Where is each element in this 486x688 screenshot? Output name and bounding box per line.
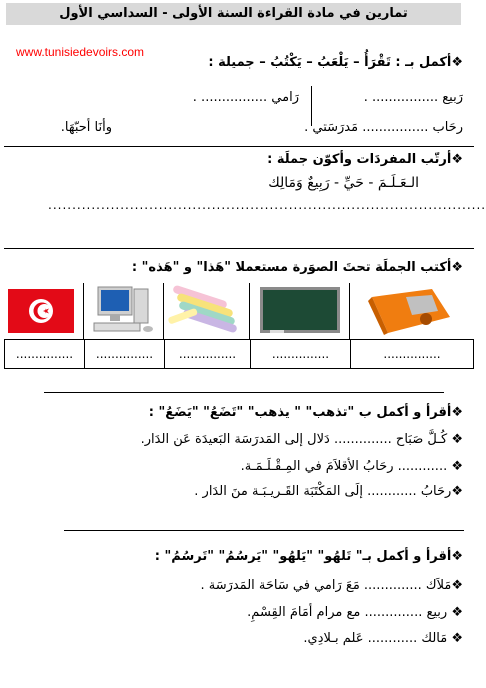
- ex5-line-2: ❖ ربيع .............. مع مرام أمَامَ القِسْمِ.: [247, 605, 463, 620]
- answer-cell[interactable]: ...............: [383, 347, 441, 361]
- ex4-line-2: ❖ ............ رحَابُ الأقلاَمَ في المِـقْـلَـمَـة.: [240, 459, 463, 474]
- ex1-row2-left: وأنَا أحبّهَا.: [60, 120, 112, 135]
- website-url[interactable]: www.tunisiedevoirs.com: [16, 45, 145, 59]
- sharpener-image: [350, 283, 474, 339]
- computer-image: [84, 283, 164, 339]
- answer-row: [4, 339, 474, 369]
- answer-cell[interactable]: ...............: [251, 340, 351, 368]
- ex5-prompt: ❖أقرأ و أكمل بـ" تَلهُو" "يَلهُو" "يَرسُمُ" "تَرسُمُ" :: [154, 549, 463, 564]
- chalk-image: [164, 283, 250, 339]
- divider-2: [4, 248, 474, 249]
- flag-icon: [4, 283, 84, 339]
- ex5-line-1: ❖مَلاَك .............. مَعَ رَامي في سَاحَة المَدرَسَة .: [200, 578, 463, 593]
- ex1-row1-right: رَبيع ................ .: [363, 90, 463, 105]
- chalk-icon: [164, 283, 250, 339]
- ex2-answer-line: ...........................................................................................: [48, 198, 486, 212]
- chalkboard-icon: [250, 283, 350, 339]
- ex3-prompt: ❖أكتب الجملَة تحتَ الصوَرة مستعملا "هَذا" و "هَذه" :: [131, 260, 463, 275]
- computer-icon: [84, 283, 164, 339]
- answer-cell[interactable]: ...............: [5, 340, 85, 368]
- ex4-line-1: ❖ كُـلَّ صَبَاح .............. دَلال إلى المَدرَسَة البَعيدَة عَن الدَار.: [140, 432, 463, 447]
- ex1-prompt: ❖أكمل بـ : تَقْرَأُ – يَلْعَبُ – يَكْتُبُ – جميلة :: [208, 55, 463, 70]
- image-row: [4, 283, 474, 339]
- ex4-prompt: ❖أقرأ و أكمل ب "تذهب" " يذهب" "تَضَعُ" "يَضَعُ" :: [148, 405, 463, 420]
- answer-cell[interactable]: ...............: [165, 340, 251, 368]
- answer-cell[interactable]: ...............: [85, 340, 165, 368]
- ex1-row1-left: رَامي ................ .: [192, 90, 299, 105]
- sharpener-icon: [350, 283, 474, 339]
- ex5-line-3: ❖ مَالك ............ عَلم بـلادِي.: [303, 631, 463, 646]
- divider-1: [4, 146, 474, 147]
- page-title: تمارين في مادة القراءة السنة الأولى - السداسي الأول: [6, 3, 461, 25]
- ex4-line-3: ❖رحَابُ ............ إلَى المَكْتَبَة القَـريـبَـة منَ الدَار .: [194, 484, 463, 499]
- divider-3: [44, 392, 444, 393]
- chalkboard-image: [250, 283, 350, 339]
- divider-4: [64, 530, 464, 531]
- ex2-words: الـعَـلَـمَ - حَيِّ - رَبِيعٌ وَمَالِك: [268, 175, 419, 191]
- flag-image: [4, 283, 84, 339]
- ex2-prompt: ❖أرتّب المفردَات وأكوّن جملَة :: [267, 152, 463, 167]
- ex1-row2-right: رحَاب ................ مَدرَسَتي .: [304, 120, 463, 135]
